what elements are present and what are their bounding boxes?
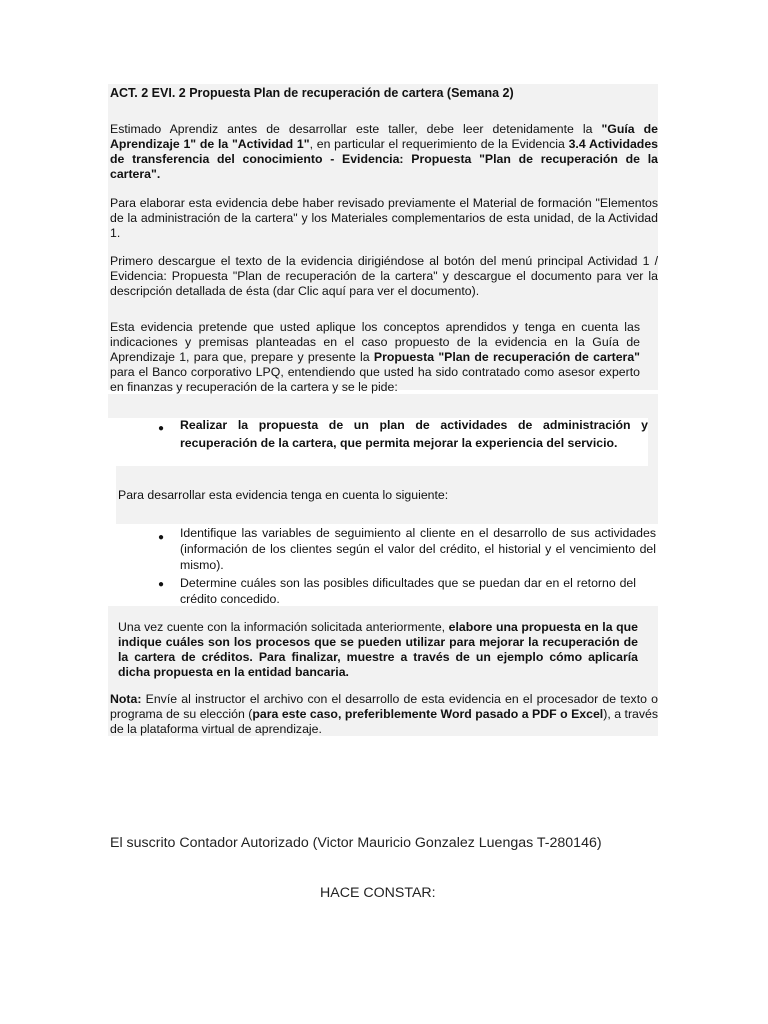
paragraph-proposal: Una vez cuente con la información solicitada anteriormente, elabore una propuesta en la que indique cuáles son los procesos que se pueden utilizar para mejorar la recuperación de la cartera de créditos. Para finalizar, muestre a través de un ejemplo cómo aplicaría dicha propuesta en la entidad bancaria. bbox=[118, 620, 638, 679]
bullet-task: Realizar la propuesta de un plan de actividades de administración y recuperación de la cartera, que permita mejorar la experiencia del servicio. bbox=[180, 418, 648, 450]
bullet-marker: ● bbox=[158, 423, 165, 434]
bullet-difficulties: Determine cuáles son las posibles dificultades que se puedan dar en el retorno del crédito concedido. bbox=[180, 576, 636, 606]
bullet-marker: ● bbox=[158, 532, 165, 543]
bullet-marker: ● bbox=[158, 579, 165, 590]
bullet-variables: Identifique las variables de seguimiento al cliente en el desarrollo de sus actividades (información de los clientes según el valor del crédito, el historial y el vencimiento del mismo). bbox=[180, 526, 656, 572]
bg-block-2 bbox=[108, 394, 658, 418]
paragraph-material: Para elaborar esta evidencia debe haber revisado previamente el Material de formación "Elementos de la administración de la cartera" y los Materiales complementarios de esta unidad, de la Actividad 1. bbox=[110, 196, 658, 240]
paragraph-note: Nota: Envíe al instructor el archivo con el desarrollo de esta evidencia en el procesador de texto o programa de su elección (para este caso, preferiblemente Word pasado a PDF o Excel), a través de la plataforma virtual de aprendizaje. bbox=[110, 692, 659, 736]
paragraph-evidence: Esta evidencia pretende que usted aplique los conceptos aprendidos y tenga en cuenta las indicaciones y premisas planteadas en el caso propuesto de la evidencia en la Guía de Aprendizaje 1, para que, prepare y presente la Propuesta "Plan de recuperación de cartera" para el Banco corporativo LPQ, entendiendo que usted ha sido contratado como asesor experto en finanzas y recuperación de la cartera y se le pide: bbox=[110, 320, 640, 394]
document-title: ACT. 2 EVI. 2 Propuesta Plan de recuperación de cartera (Semana 2) bbox=[110, 86, 514, 100]
certifier-line: El suscrito Contador Autorizado (Victor Mauricio Gonzalez Luengas T-280146) bbox=[110, 835, 602, 851]
paragraph-download: Primero descargue el texto de la evidencia dirigiéndose al botón del menú principal Actividad 1 / Evidencia: Propuesta "Plan de recuperación de la cartera" y descargue el documento para ver la descripción detallada de ésta (dar Clic aquí para ver el documento). bbox=[110, 254, 658, 298]
paragraph-consider: Para desarrollar esta evidencia tenga en cuenta lo siguiente: bbox=[118, 488, 449, 502]
bg-block-3 bbox=[648, 418, 658, 466]
paragraph-intro: Estimado Aprendiz antes de desarrollar este taller, debe leer detenidamente la "Guía de Aprendizaje 1" de la "Actividad 1", en particular el requerimiento de la Evidencia 3.4 Actividades de transferencia del conocimiento - Evidencia: Propuesta "Plan de recuperación de la cartera". bbox=[110, 122, 658, 181]
certifies-heading: HACE CONSTAR: bbox=[320, 885, 436, 901]
